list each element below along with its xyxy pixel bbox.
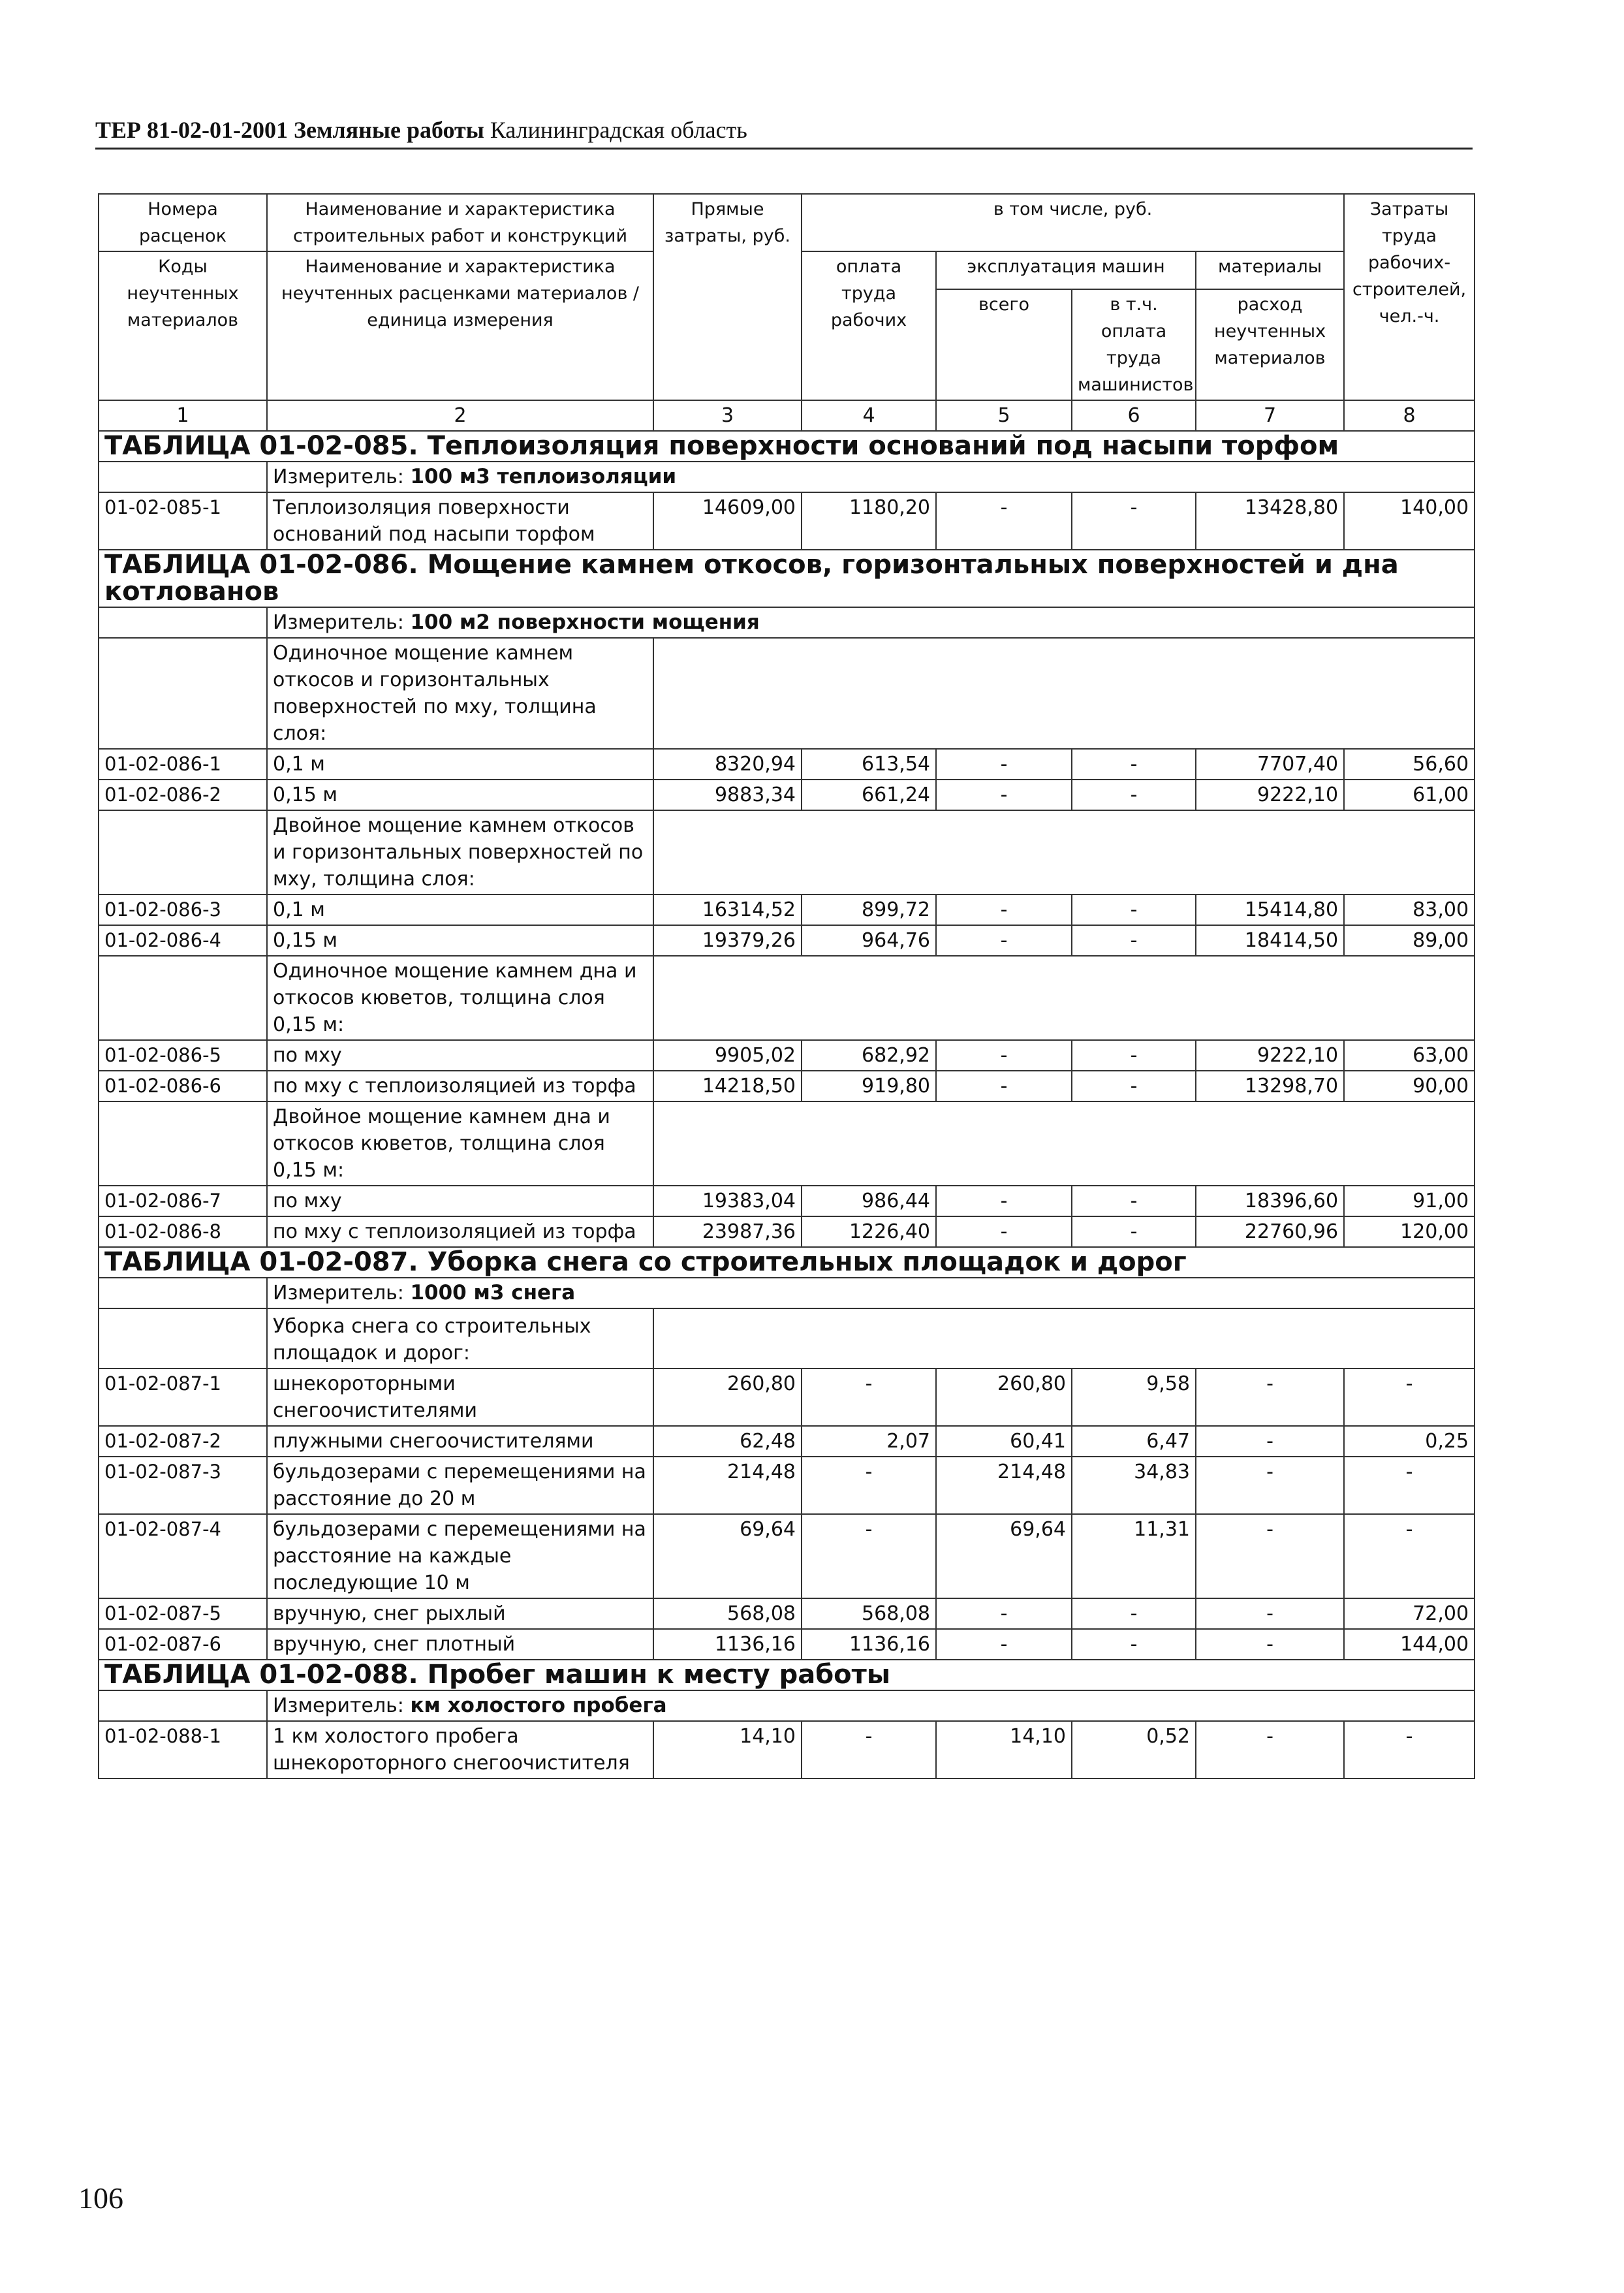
materials: 9222,10 [1196,780,1344,810]
table-title: ТАБЛИЦА 01-02-087. Уборка снега со строительных площадок и дорог [99,1247,1475,1278]
page-number: 106 [78,2181,123,2215]
machine-operator-pay: - [1072,894,1196,925]
rate-name: 1 км холостого пробега шнекороторного снегоочистителя [267,1721,653,1779]
measure-value: 100 м2 поверхности мощения [410,610,760,634]
machine-operator-pay: 11,31 [1072,1514,1196,1598]
labor-pay: 899,72 [802,894,936,925]
labor-hours: 144,00 [1344,1629,1475,1660]
machine-operator-pay: 34,83 [1072,1457,1196,1514]
header-col4: оплата труда рабочих [802,251,936,400]
table-row [99,1071,1475,1101]
header-materials: материалы [1196,251,1344,289]
rate-name: по мху с теплоизоляцией из торфа [267,1216,653,1247]
labor-pay: 1226,40 [802,1216,936,1247]
machine-operator-pay: 6,47 [1072,1426,1196,1457]
rate-code: 01-02-086-3 [99,894,267,925]
col-number: 2 [267,400,653,431]
header-col8: Затраты труда рабочих-строителей, чел.-ч. [1344,194,1475,400]
rate-code: 01-02-086-6 [99,1071,267,1101]
machine-operator-pay: 0,52 [1072,1721,1196,1779]
header-machines: эксплуатация машин [936,251,1196,289]
labor-hours: 140,00 [1344,492,1475,550]
rate-name: бульдозерами с перемещениями на расстояние до 20 м [267,1457,653,1514]
direct-cost: 69,64 [653,1514,802,1598]
machine-total: - [936,894,1072,925]
machine-operator-pay: - [1072,1629,1196,1660]
table-row [99,749,1475,780]
machine-total: - [936,1629,1072,1660]
rate-name: 0,1 м [267,749,653,780]
rate-code: 01-02-087-3 [99,1457,267,1514]
rate-name: Теплоизоляция поверхности оснований под насыпи торфом [267,492,653,550]
doc-code: ТЕР 81-02-01-2001 Земляные работы [95,117,484,143]
materials: 13298,70 [1196,1071,1344,1101]
machine-operator-pay: - [1072,780,1196,810]
machine-total: - [936,1040,1072,1071]
machine-total: - [936,1186,1072,1216]
table-row [99,1426,1475,1457]
measure-label: Измеритель: [273,1694,404,1717]
rate-code: 01-02-086-4 [99,925,267,956]
group-label: Двойное мощение камнем откосов и горизонтальных поверхностей по мху, толщина слоя: [267,810,653,894]
labor-hours: 72,00 [1344,1598,1475,1629]
labor-hours: 89,00 [1344,925,1475,956]
col-number: 8 [1344,400,1475,431]
rates-table [98,193,1475,1779]
table-row [99,1040,1475,1071]
labor-pay: - [802,1457,936,1514]
direct-cost: 14,10 [653,1721,802,1779]
labor-pay: 986,44 [802,1186,936,1216]
labor-pay: 613,54 [802,749,936,780]
machine-total: - [936,1216,1072,1247]
col-number: 1 [99,400,267,431]
col-number: 7 [1196,400,1344,431]
col-number: 4 [802,400,936,431]
table-row [99,1721,1475,1779]
materials: - [1196,1721,1344,1779]
rate-code: 01-02-087-1 [99,1368,267,1426]
machine-operator-pay: - [1072,1040,1196,1071]
direct-cost: 1136,16 [653,1629,802,1660]
labor-hours: 91,00 [1344,1186,1475,1216]
table-row [99,780,1475,810]
labor-pay: 964,76 [802,925,936,956]
measure-label: Измеритель: [273,611,404,634]
table-row [99,492,1475,550]
materials: 9222,10 [1196,1040,1344,1071]
labor-hours: 83,00 [1344,894,1475,925]
measure-value: 100 м3 теплоизоляции [410,465,677,488]
rate-code: 01-02-087-6 [99,1629,267,1660]
measure-line [267,1278,1475,1308]
labor-hours: - [1344,1368,1475,1426]
group-label: Одиночное мощение камнем откосов и горизонтальных поверхностей по мху, толщина слоя: [267,638,653,749]
labor-hours: 56,60 [1344,749,1475,780]
table-row [99,1629,1475,1660]
labor-hours: - [1344,1721,1475,1779]
rate-name: по мху с теплоизоляцией из торфа [267,1071,653,1101]
group-label: Одиночное мощение камнем дна и откосов кюветов, толщина слоя 0,15 м: [267,956,653,1040]
rate-code: 01-02-085-1 [99,492,267,550]
labor-pay: - [802,1514,936,1598]
materials: - [1196,1598,1344,1629]
machine-operator-pay: - [1072,1216,1196,1247]
machine-operator-pay: - [1072,492,1196,550]
table-row [99,1368,1475,1426]
rate-name: 0,15 м [267,780,653,810]
machine-total: - [936,1071,1072,1101]
rate-name: по мху [267,1040,653,1071]
materials: - [1196,1368,1344,1426]
col-number: 3 [653,400,802,431]
machine-total: - [936,749,1072,780]
header-col3: Прямые затраты, руб. [653,194,802,400]
rate-code: 01-02-086-8 [99,1216,267,1247]
direct-cost: 14609,00 [653,492,802,550]
rate-code: 01-02-087-5 [99,1598,267,1629]
rate-name: бульдозерами с перемещениями на расстояние на каждые последующие 10 м [267,1514,653,1598]
direct-cost: 14218,50 [653,1071,802,1101]
header-col5: всего [936,289,1072,400]
machine-total: - [936,780,1072,810]
machine-operator-pay: 9,58 [1072,1368,1196,1426]
materials: 7707,40 [1196,749,1344,780]
materials: 22760,96 [1196,1216,1344,1247]
machine-operator-pay: - [1072,749,1196,780]
materials: - [1196,1457,1344,1514]
rate-code: 01-02-086-2 [99,780,267,810]
header-col7: расход неучтенных материалов [1196,289,1344,400]
rate-name: шнекороторными снегоочистителями [267,1368,653,1426]
measure-line [267,607,1475,638]
labor-pay: 661,24 [802,780,936,810]
direct-cost: 568,08 [653,1598,802,1629]
col-number: 6 [1072,400,1196,431]
labor-pay: 1180,20 [802,492,936,550]
table-row [99,1216,1475,1247]
machine-total: 260,80 [936,1368,1072,1426]
header-col1-bottom: Коды неучтенных материалов [99,251,267,400]
machine-total: 214,48 [936,1457,1072,1514]
materials: 15414,80 [1196,894,1344,925]
materials: - [1196,1514,1344,1598]
rate-code: 01-02-086-1 [99,749,267,780]
rate-code: 01-02-087-4 [99,1514,267,1598]
labor-pay: 682,92 [802,1040,936,1071]
measure-line [267,462,1475,492]
rate-name: 0,1 м [267,894,653,925]
direct-cost: 19383,04 [653,1186,802,1216]
machine-total: - [936,1598,1072,1629]
labor-hours: - [1344,1457,1475,1514]
rate-name: 0,15 м [267,925,653,956]
rate-code: 01-02-086-5 [99,1040,267,1071]
labor-hours: 63,00 [1344,1040,1475,1071]
direct-cost: 214,48 [653,1457,802,1514]
measure-value: км холостого пробега [410,1694,667,1717]
labor-hours: 90,00 [1344,1071,1475,1101]
machine-operator-pay: - [1072,1071,1196,1101]
labor-hours: 0,25 [1344,1426,1475,1457]
machine-operator-pay: - [1072,1598,1196,1629]
machine-total: - [936,925,1072,956]
rate-name: плужными снегоочистителями [267,1426,653,1457]
header-col1-top: Номера расценок [99,194,267,251]
labor-pay: 568,08 [802,1598,936,1629]
direct-cost: 16314,52 [653,894,802,925]
measure-label: Измеритель: [273,1282,404,1305]
measure-label: Измеритель: [273,466,404,488]
table-title: ТАБЛИЦА 01-02-086. Мощение камнем откосов, горизонтальных поверхностей и дна котлованов [99,550,1475,607]
machine-total: - [936,492,1072,550]
rate-name: вручную, снег плотный [267,1629,653,1660]
labor-pay: 2,07 [802,1426,936,1457]
table-title: ТАБЛИЦА 01-02-085. Теплоизоляция поверхности оснований под насыпи торфом [99,431,1475,462]
labor-hours: - [1344,1514,1475,1598]
table-row [99,1514,1475,1598]
rate-code: 01-02-086-7 [99,1186,267,1216]
table-row [99,1186,1475,1216]
rate-name: вручную, снег рыхлый [267,1598,653,1629]
header-incl: в том числе, руб. [802,194,1344,251]
labor-pay: - [802,1721,936,1779]
labor-hours: 120,00 [1344,1216,1475,1247]
direct-cost: 9883,34 [653,780,802,810]
rate-code: 01-02-088-1 [99,1721,267,1779]
labor-pay: - [802,1368,936,1426]
direct-cost: 9905,02 [653,1040,802,1071]
materials: - [1196,1426,1344,1457]
direct-cost: 23987,36 [653,1216,802,1247]
table-row [99,894,1475,925]
header-col2-top: Наименование и характеристика строительных работ и конструкций [267,194,653,251]
machine-total: 14,10 [936,1721,1072,1779]
direct-cost: 62,48 [653,1426,802,1457]
materials: 18396,60 [1196,1186,1344,1216]
measure-value: 1000 м3 снега [410,1281,576,1305]
machine-total: 60,41 [936,1426,1072,1457]
measure-line [267,1690,1475,1721]
page-header [95,116,1473,150]
materials: - [1196,1629,1344,1660]
region: Калининградская область [490,117,747,143]
col-number: 5 [936,400,1072,431]
header-col6: в т.ч. оплата труда машинистов [1072,289,1196,400]
group-label: Двойное мощение камнем дна и откосов кюветов, толщина слоя 0,15 м: [267,1101,653,1186]
table-title: ТАБЛИЦА 01-02-088. Пробег машин к месту работы [99,1660,1475,1690]
group-label: Уборка снега со строительных площадок и дорог: [267,1308,653,1368]
rate-code: 01-02-087-2 [99,1426,267,1457]
table-row [99,1457,1475,1514]
labor-pay: 919,80 [802,1071,936,1101]
direct-cost: 260,80 [653,1368,802,1426]
machine-operator-pay: - [1072,925,1196,956]
header-col2-bottom: Наименование и характеристика неучтенных расценками материалов / единица измерения [267,251,653,400]
labor-pay: 1136,16 [802,1629,936,1660]
materials: 13428,80 [1196,492,1344,550]
direct-cost: 19379,26 [653,925,802,956]
labor-hours: 61,00 [1344,780,1475,810]
rate-name: по мху [267,1186,653,1216]
materials: 18414,50 [1196,925,1344,956]
machine-total: 69,64 [936,1514,1072,1598]
table-row [99,925,1475,956]
table-row [99,1598,1475,1629]
direct-cost: 8320,94 [653,749,802,780]
machine-operator-pay: - [1072,1186,1196,1216]
